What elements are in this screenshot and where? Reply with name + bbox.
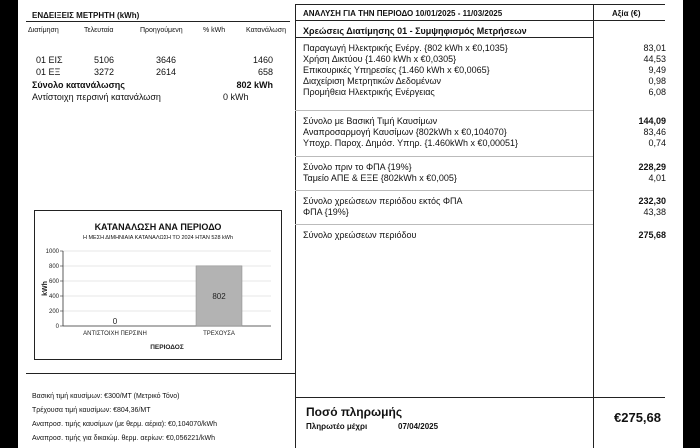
charge-value: 83,46 — [643, 127, 666, 137]
total-consumption-value: 802 kWh — [236, 80, 273, 90]
y-tick-label: 400 — [48, 294, 59, 300]
tariff-section-title: Χρεώσεις Διατίμησης 01 - Συμψηφισμός Μετρήσεων — [303, 26, 527, 36]
col-header-consumption: Κατανάλωση — [246, 27, 286, 34]
charge-value: 43,38 — [643, 207, 666, 217]
charge-label: Διαχείριση Μετρητικών Δεδομένων — [303, 76, 442, 86]
fuel-note: Τρέχουσα τιμή καυσίμων: €804,36/ΜΤ — [32, 407, 151, 414]
fuel-note: Βασική τιμή καυσίμων: €300/ΜΤ (Μετρικό Τόνο) — [32, 393, 180, 400]
divider — [295, 37, 593, 38]
charge-label: Σύνολο πριν το ΦΠΑ {19%} — [303, 162, 412, 172]
charge-label: Σύνολο χρεώσεων περιόδου εκτός ΦΠΑ — [303, 196, 463, 206]
reading-consumption: 1460 — [252, 55, 273, 65]
divider — [295, 397, 665, 398]
data-label: 802 — [212, 291, 226, 301]
charge-label: ΦΠΑ {19%} — [303, 207, 349, 217]
divider — [26, 21, 290, 22]
charge-value: 6,08 — [648, 87, 666, 97]
fuel-note: Αναπροσ. τιμής για δικαιώμ. θερμ. αερίων: €0,056221/kWh — [32, 435, 215, 442]
charge-value: 232,30 — [638, 196, 666, 206]
y-tick-label: 1000 — [45, 249, 59, 255]
last-year-consumption-value: 0 kWh — [223, 92, 249, 102]
charge-value: 4,01 — [648, 173, 666, 183]
charge-label: Χρήση Δικτύου {1.460 kWh x €0,0305} — [303, 54, 457, 64]
payment-amount-label: Ποσό πληρωμής — [306, 405, 403, 419]
charge-value: 0,98 — [648, 76, 666, 86]
charge-label: Προμήθεια Ηλεκτρικής Ενέργειας — [303, 87, 435, 97]
col-header-tariff: Διατίμηση — [28, 27, 59, 34]
column-divider — [295, 4, 296, 448]
value-column-divider — [593, 4, 594, 448]
y-tick-label: 800 — [48, 264, 59, 270]
divider — [295, 190, 593, 191]
analysis-title: ΑΝΑΛΥΣΗ ΓΙΑ ΤΗΝ ΠΕΡΙΟΔΟ 10/01/2025 - 11/03/2025 — [303, 9, 503, 18]
charge-value: 83,01 — [643, 43, 666, 53]
charge-value: 228,29 — [638, 162, 666, 172]
fuel-note: Αναπροσ. τιμής καυσίμων (με θερμ. αέρια): €0,104070/kWh — [32, 421, 218, 428]
due-date-label: Πληρωτέο μέχρι — [306, 422, 368, 431]
divider — [295, 156, 593, 157]
divider — [295, 20, 665, 21]
chart-plot — [35, 211, 281, 359]
charge-label: Σύνολο με Βασική Τιμή Καυσίμων — [303, 116, 438, 126]
charge-label: Σύνολο χρεώσεων περιόδου — [303, 230, 417, 240]
charge-label: Υποχρ. Παροχ. Δημόσ. Υπηρ. {1.460kWh x €0,00051} — [303, 138, 519, 148]
y-tick-label: 600 — [48, 279, 59, 285]
consumption-chart — [34, 210, 282, 360]
x-tick-label: ΤΡΕΧΟΥΣΑ — [203, 331, 235, 337]
col-header-percent: % kWh — [203, 27, 226, 34]
y-tick-label: 0 — [55, 324, 59, 330]
charge-label: Ταμείο ΑΠΕ & ΕΞΕ {802kWh x €0,005} — [303, 173, 457, 183]
last-year-consumption-label: Αντίστοιχη περσινή κατανάλωση — [32, 92, 161, 102]
payment-amount-value: €275,68 — [614, 410, 661, 425]
data-label: 0 — [112, 317, 118, 326]
charge-label: Παραγωγή Ηλεκτρικής Ενέργ. {802 kWh x €0,1035} — [303, 43, 508, 53]
x-axis-label: ΠΕΡΙΟΔΟΣ — [150, 344, 184, 351]
reading-tariff: 01 ΕΙΣ — [36, 55, 63, 65]
reading-consumption: 658 — [257, 67, 273, 77]
charge-value: 144,09 — [638, 116, 666, 126]
col-header-previous: Προηγούμενη — [140, 27, 183, 34]
reading-last: 3272 — [94, 67, 115, 77]
col-header-last: Τελευταία — [84, 27, 114, 34]
charge-label: Επικουρικές Υπηρεσίες {1.460 kWh x €0,0065} — [303, 65, 490, 75]
value-header: Αξία (€) — [612, 9, 641, 18]
charge-value: 275,68 — [638, 230, 666, 240]
charge-value: 9,49 — [648, 65, 666, 75]
y-axis-label: kWh — [42, 281, 49, 296]
x-tick-label: ΑΝΤΙΣΤΟΙΧΗ ΠΕΡΣΙΝΗ — [83, 331, 147, 337]
divider — [26, 373, 295, 374]
total-consumption-label: Σύνολο κατανάλωσης — [32, 80, 125, 90]
bill-page — [18, 0, 683, 448]
reading-tariff: 01 ΕΞ — [36, 67, 61, 77]
divider — [295, 224, 593, 225]
charge-label: Αναπροσαρμογή Καυσίμων {802kWh x €0,104070} — [303, 127, 507, 137]
charge-value: 44,53 — [643, 54, 666, 64]
divider — [295, 4, 665, 5]
chart-subtitle: Η ΜΕΣΗ ΔΙΜΗΝΙΑΙΑ ΚΑΤΑΝΑΛΩΣΗ ΤΟ 2024 ΗΤΑΝ 528 kWh — [82, 235, 234, 241]
divider — [295, 110, 593, 111]
y-tick-label: 200 — [48, 309, 59, 315]
reading-previous: 3646 — [156, 55, 177, 65]
reading-previous: 2614 — [156, 67, 177, 77]
reading-last: 5106 — [94, 55, 115, 65]
chart-title: ΚΑΤΑΝΑΛΩΣΗ ΑΝΑ ΠΕΡΙΟΔΟ — [94, 222, 222, 232]
meter-section-title: ΕΝΔΕΙΞΕΙΣ ΜΕΤΡΗΤΗ (kWh) — [32, 11, 140, 20]
due-date: 07/04/2025 — [398, 422, 439, 431]
charge-value: 0,74 — [648, 138, 666, 148]
